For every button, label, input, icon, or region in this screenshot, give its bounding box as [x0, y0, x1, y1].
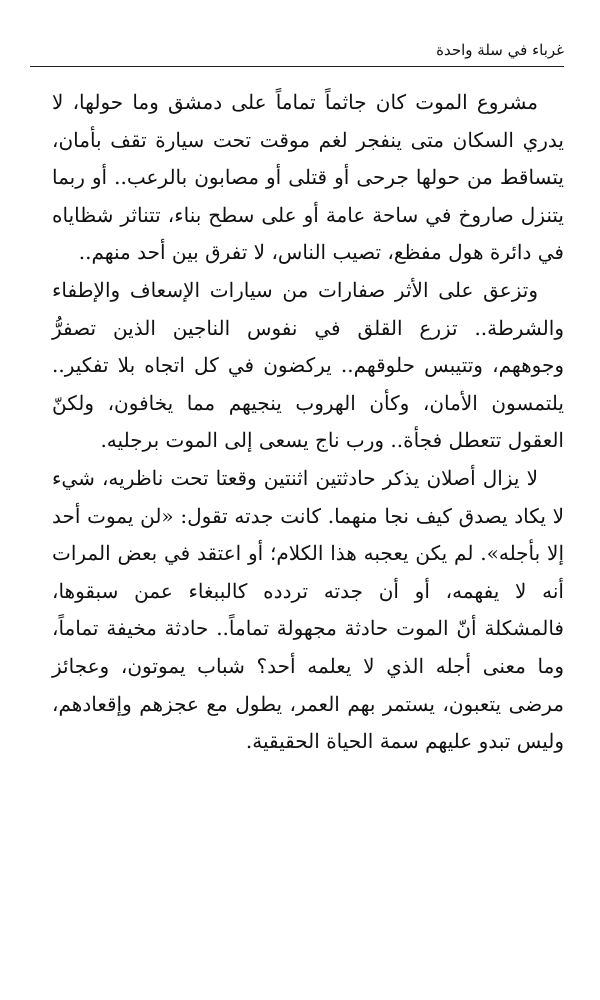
- running-header: [30, 38, 564, 67]
- paragraph-3: لا يزال أصلان يذكر حادثتين اثنتين وقعتا تحت ناظريه، شيء لا يكاد يصدق كيف نجا منهما. كانت جدته تقول: «لن يموت أحد إلا بأجله». لم يكن يعجبه هذا الكلام؛ أو اعتقد في بعض المرات أنه لا يفهمه، أو أن جدته تردده كالببغاء عمن سبقوها، فالمشكلة أنّ الموت حادثة مجهولة تماماً.. حادثة مخيفة تماماً، وما معنى أجله الذي لا يعلمه أحد؟ شباب يموتون، وعجائز مرضى يتعبون، يستمر بهم العمر، يطول مع عجزهم وإقعادهم، وليس تبدو عليهم سمة الحياة الحقيقية.: [52, 465, 564, 754]
- body-text: [52, 84, 564, 761]
- paragraph-1: مشروع الموت كان جاثماً تماماً على دمشق وما حولها، لا يدري السكان متى ينفجر لغم موقت تحت سيارة تقف بأمان، يتساقط من حولها جرحى أو قتلى أو مصابون بالرعب.. أو ربما يتنزل صاروخ في ساحة عامة أو على سطح بناء، تتناثر شظاياه في دائرة هول مفظع، تصيب الناس، لا تفرق بين أحد منهم..: [52, 90, 564, 265]
- running-header-title: غرباء في سلة واحدة: [436, 41, 564, 59]
- paragraph-2: وتزعق على الأثر صفارات من سيارات الإسعاف والإطفاء والشرطة.. تزرع القلق في نفوس الناجين الذين تصفرُّ وجوههم، وتتيبس حلوقهم.. يركضون في كل اتجاه بلا تفكير.. يلتمسون الأمان، وكأن الهروب ينجيهم مما يخافون، ولكنّ العقول تتعطل فجأة.. ورب ناج يسعى إلى الموت برجليه.: [52, 277, 564, 453]
